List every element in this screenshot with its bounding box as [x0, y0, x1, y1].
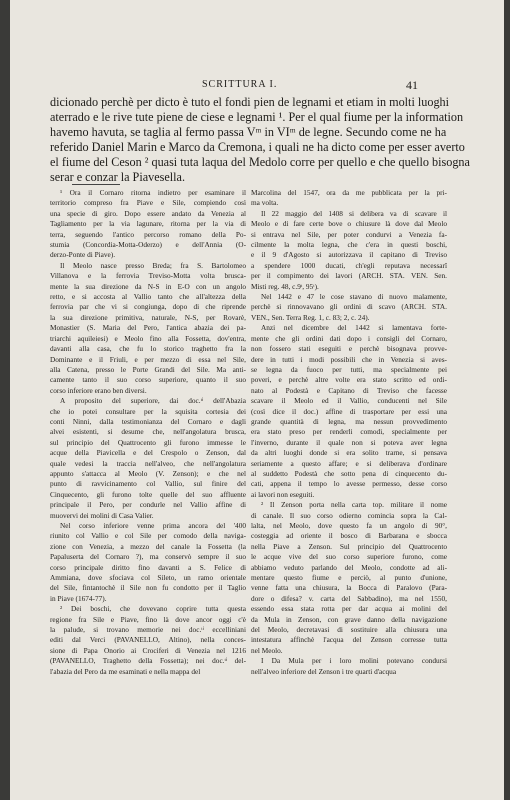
main-text-line: el fiume del Ceson ² quasi tuta laqua del Medolo corre per quello e che quello bisogna [50, 155, 470, 170]
footnote-line: Nel 1442 e 47 le cose stavano di nuovo malamente, [261, 292, 447, 302]
footnote-line: che io potei consultare per la squisita cortesia dei [50, 406, 246, 416]
footnote-line: in Piave (1674-77). [50, 593, 107, 603]
footnote-line: alla Catena, presso le Porte Grandi del Sile. Ma anti- [50, 364, 246, 374]
footnote-line: costeggia ad oriente il bosco di Barbarana e sbocca [251, 531, 447, 541]
footnote-line: Villanova e la ferrovia Treviso-Motta volta brusca- [50, 271, 246, 281]
footnote-line: sione di Papa Onorio ai Crociferi di Venezia nel 1216 [50, 645, 246, 655]
footnote-line: abbiamo veduto parlando del Meolo, condotte ad ali- [251, 562, 447, 572]
footnote-line: cilmente la molta legna, che c'era in questi boschi, [251, 240, 447, 250]
footnote-line: triarchi aquileiesi) e Meolo fino alla Fossetta, dov'entra, [50, 333, 246, 343]
footnote-line: la palude, si trovano memorie nei doc.ᵗⁱ eccelliniani [50, 625, 246, 635]
footnote-line: Il Meolo nasce presso Breda; fra S. Bartolomeo [60, 260, 246, 270]
footnote-line: sul principio del Quattrocento gli furono immesse le [50, 437, 246, 447]
main-text-line: dicionado perchè per dicto è tuto el fondi pien de legnami et etiam in molti luoghi [50, 95, 450, 109]
footnote-line: appunto s'attacca al Meolo (V. Zenson); e che nel [50, 468, 246, 478]
footnote-line: poveri, e perchè altre volte era stato scritto ed ordi- [251, 375, 447, 385]
footnote-line: si entrava nel Sile, per poter condurvi a Venezia fa- [251, 229, 447, 239]
footnote-line: Monastier (S. Maria del Pero, l'antica abazia dei pa- [50, 323, 246, 333]
footnote-line: e il 9 d'Agosto si autorizzava il capitano di Treviso [251, 250, 447, 260]
footnote-line: da altri luoghi donde si era solito trarne, si pensava [251, 448, 447, 458]
footnotes-right-column [251, 188, 447, 677]
footnote-line: stumia (Concordia-Motta-Oderzo) e dell'Annia (O- [50, 240, 246, 250]
footnote-line: mente la sua direzione da N-S in E-O con un angolo [50, 281, 246, 291]
footnote-line: del Meolo, decretavasi di sostituire alla chiusura una [251, 625, 447, 635]
footnote-line: mentare questo fiume e perciò, al punto d'unione, [251, 573, 447, 583]
footnote-line: nella Piave a Zenson. Sul principio del Quattrocento [251, 541, 447, 551]
footnote-line: dore o difesa? v. carta del Sabbadino), ma nel 1550, [251, 593, 447, 603]
footnote-line: da Mula in Zenson, con grave danno della navigazione [251, 614, 447, 624]
footnote-line: per il compimento dei lavori (ARCH. STA. VEN. Sen. [251, 271, 447, 281]
footnote-line: corso inferiore erano ben diversi. [50, 385, 147, 395]
footnote-line: derzo-Ponte di Piave). [50, 250, 116, 260]
footnote-line: lalta, nel Meolo, dove questo fa un angolo di 90°, [251, 521, 447, 530]
footnote-line: essendo essa stata rotta per dar acqua ai molini del [251, 604, 447, 614]
footnote-line: regione fra Sile e Piave, fino là dove ancor oggi c'è [50, 614, 246, 624]
footnote-line: alvei esistenti, si desume che, nell'angolatura brusca, [50, 427, 246, 437]
main-text-line: aterrado e le rive tute piene de ciese e legnami ¹. Per el qual fiume per la information [50, 110, 464, 125]
document-page [10, 0, 504, 800]
footnote-line: ¹ Ora il Cornaro ritorna indietro per esaminare il [60, 188, 246, 197]
footnote-line: Anzi nel dicembre del 1442 si lamentava forte- [261, 323, 447, 333]
footnote-line: punto di ravvicinamento col Vallio, sul finire del [50, 479, 246, 489]
footnote-line: scavare il Meolo ed il Vallio, conducenti nel Sile [251, 396, 447, 406]
footnote-line: Ammiana, dove sfociava col Sileto, un ramo orientale [50, 573, 246, 583]
footnote-line: l'inverno, durante il quale non si poteva aver legna [251, 437, 447, 447]
footnote-line: al suddetto Podestà che sotto pena di cinquecento du- [251, 468, 447, 478]
footnote-line: di canale. Il suo corso odierno comincia sopra la Cal- [251, 510, 447, 520]
footnote-line: zione con Venezia, a mezzo del canale la Fossetta (la [50, 541, 246, 551]
footnote-line: Marcolina del 1547, ora da me pubblicata per la pri- [251, 188, 447, 197]
footnote-line: mente che gli ordini dati dopo i consigli del Cornaro, [251, 333, 447, 343]
footnote-line: una specie di giro. Dopo essere andato da Venezia al [50, 208, 246, 218]
footnote-line: Misti reg. 48, c.9ᵗ, 95ᵗ). [251, 281, 319, 291]
footnote-line: nato al Podestà e Capitano di Treviso che facesse [251, 385, 447, 395]
footnote-line: Il 22 maggio del 1408 si delibera va di scavare il [261, 208, 447, 218]
footnote-line: camente tanto il suo corso superiore, quanto il suo [50, 375, 246, 385]
footnote-line: se legna da fuoco per tutti, ma specialmente pei [251, 364, 447, 374]
main-text-line: referido Daniel Marin e Marco da Cremona, i quali ne ha dicto come per esser averto [50, 140, 465, 155]
main-text-line: havemo havuta, se taglia al fermo passa Vᵐ in VIᵐ de legne. Secundo come ne ha [50, 125, 447, 140]
footnote-line: ma volta. [251, 198, 279, 208]
footnote-line: Papaluserta del Cornaro ?), ma conservò sempre il suo [50, 552, 246, 562]
footnote-line: davanti alla casa, che fu lo storico traghetto fra la [50, 344, 246, 354]
footnote-line: le acque vive del suo corso superiore furono, come [251, 552, 447, 562]
page-header [10, 78, 504, 94]
footnote-line: dere in tutti i modi possibili che in Venezia si aves- [251, 354, 447, 364]
main-text-block [50, 95, 470, 186]
footnote-line: era stato preso per renderli comodi, specialmente per [251, 427, 447, 437]
footnote-line: nel Meolo. [251, 645, 283, 655]
footnote-line: I Da Mula per i loro molini potevano condursi [261, 656, 447, 666]
footnote-line: a spendere 1000 ducati, ch'egli reputava necessarî [251, 260, 447, 270]
footnote-line: del Sile, fintantochè il Sile non fu condotto per il Taglio [50, 583, 246, 593]
running-title: SCRITTURA I. [202, 79, 278, 90]
footnote-line: Meolo e di fare certe bove o chiusure là dove dal Meolo [251, 219, 447, 229]
footnote-line: non fossero stati eseguiti e perchè bisognava provve- [251, 344, 447, 354]
footnote-line: muovervi dei molini di Casa Valier. [50, 510, 154, 520]
footnote-line: ferrovia par che vi si congiunga, dopo di che riprende [50, 302, 246, 312]
main-text-line: serar e conzar la Piavesella. [50, 170, 186, 185]
footnote-line: editi dal Verci (PAVANELLO, Altino), nella conces- [50, 635, 246, 645]
footnote-line: acque della Piavicella e del Crespolo o Zenson, dal [50, 448, 246, 458]
footnote-line: A proposito del superiore, dai doc.ᵗⁱ dell'Abazia [60, 396, 246, 406]
footnote-line: conti Ninni, dalla testimonianza del Cornaro e dagli [50, 416, 246, 426]
footnote-line: retto, e si accosta al Vallio tanto che all'altezza della [50, 292, 246, 302]
footnote-line: Tagliamento per la via lagunare, ritorna per la via di [50, 219, 246, 229]
footnote-line: principale il Pero, per condurle nel Vallio affine di [50, 500, 246, 510]
footnote-line: cati, appena il tempo lo avesse permesso, desse corso [251, 479, 447, 489]
footnote-line: VEN., Sen. Terra Reg. 1, c. 83; 2, c. 24). [251, 312, 370, 322]
footnote-line: (PAVANELLO, Traghetto della Fossetta); nei doc.ᵗⁱ del- [50, 656, 246, 666]
footnote-line: l'abazia del Pero da me esaminati e nella mappa del [50, 666, 201, 676]
footnote-line: Cinquecento, gli furono tolte quelle del suo affluente [50, 489, 246, 499]
footnote-separator [72, 184, 120, 185]
footnote-line: nell'alveo inferiore del Zenson i tre quarti d'acqua [251, 666, 397, 676]
footnote-line: Dominante e il Friuli, e per mezzo di essa nel Sile, [50, 354, 246, 364]
footnotes-left-column [50, 188, 246, 677]
footnote-line: (così dice il doc.) affine di trasportare per essi una [251, 406, 447, 416]
footnote-line: perchè si rinnovavano gli ordini di scavo (ARCH. STA. [251, 302, 447, 312]
footnote-line: ² Il Zenson porta nella carta top. militare il nome [261, 500, 447, 510]
footnote-line: ai lavori non eseguiti. [251, 489, 315, 499]
page-number: 41 [406, 78, 418, 92]
footnote-line: seriamente a questo affare; e si deliberava d'ordinare [251, 458, 447, 468]
footnote-line: quale vedesi la traccia nell'alveo, che nell'angolatura [50, 458, 246, 468]
footnote-line: territorio compreso fra Piave e Sile, compiendo così [50, 198, 246, 208]
footnote-line: terra, seguendo l'antico percorso romano della Po- [50, 229, 246, 239]
footnote-line: riunito col Vallio e col Sile per comodo della naviga- [50, 531, 246, 541]
footnote-line: intestatura affinchè l'acqua del Zenson corresse tutta [251, 635, 447, 645]
footnote-line: corso principale diritto fino davanti a S. Felice di [50, 562, 246, 572]
footnote-line: Nel corso inferiore venne prima ancora del '400 [60, 521, 246, 530]
footnote-line: la sua direzione primitiva, naturale, N-S, per Rovarè, [50, 312, 246, 322]
footnote-line: ² Dei boschi, che dovevano coprire tutta questa [60, 604, 246, 614]
footnote-line: grande quantità di legna, ma nessun provvedimento [251, 416, 447, 426]
footnote-line: venne fatta una chiusura, la Bocca di Paralovo (Para- [251, 583, 447, 593]
